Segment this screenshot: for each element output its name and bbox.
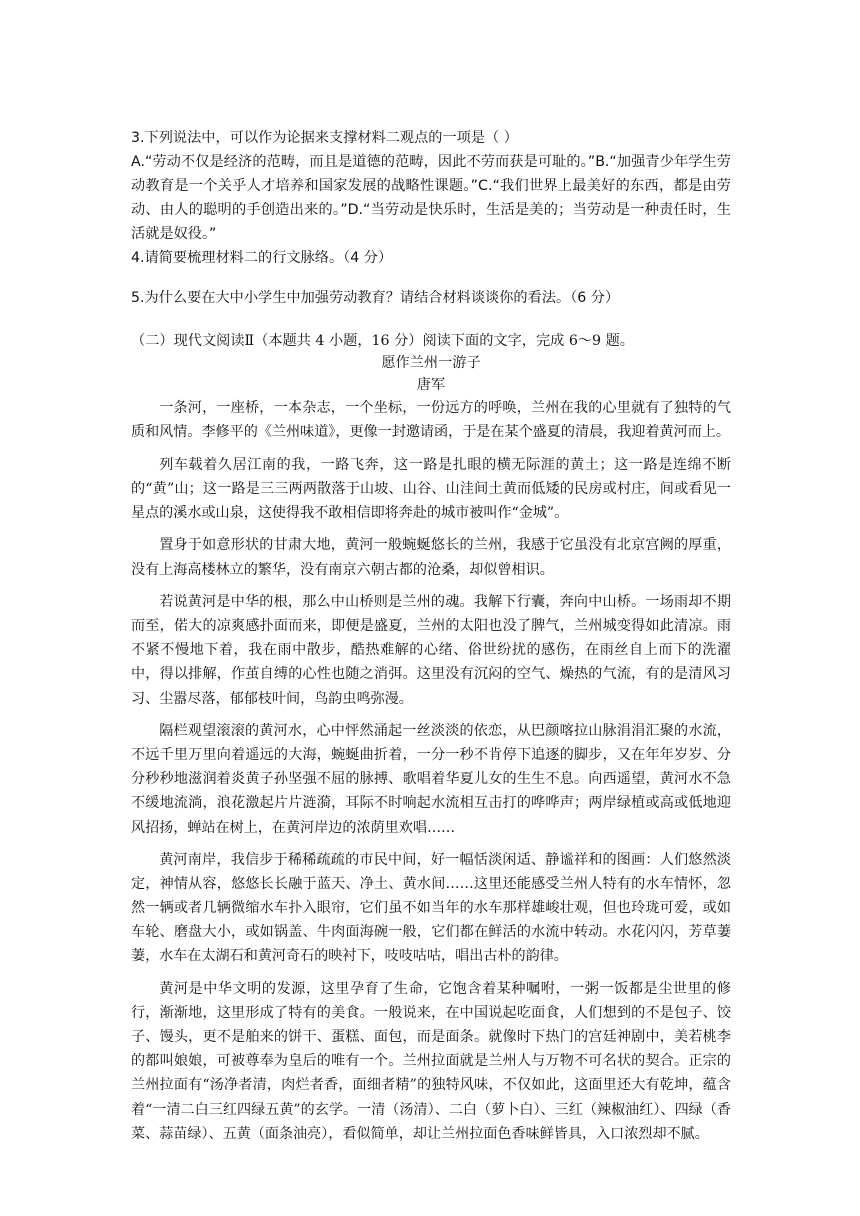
article-paragraph: 隔栏观望滚滚的黄河水，心中怦然涌起一丝淡淡的依恋，从巴颜喀拉山脉涓涓汇聚的水流，不远千里万里向着遥远的大海，蜿蜒曲折着，一分一秒不肯停下追逐的脚步，又在年年岁岁、分分秒秒地滋润着炎黄子孙坚强不屈的脉搏、歌唱着华夏儿女的生生不息。向西遥望，黄河水不急不缓地流淌，浪花激起片片涟漪，耳际不时响起水流相互击打的哗哗声；两岸绿植或高或低地迎风招扬，蝉站在树上，在黄河岸边的浓荫里欢唱…… <box>131 723 731 836</box>
article-paragraph: 置身于如意形状的甘肃大地，黄河一般蜿蜒悠长的兰州，我感于它虽没有北京宫阙的厚重，没有上海高楼林立的繁华，没有南京六朝古都的沧桑，却似曾相识。 <box>131 537 731 578</box>
question-4: 4.请简要梳理材料二的行文脉络。（4 分） <box>131 250 393 266</box>
question-5: 5.为什么要在大中小学生中加强劳动教育？请结合材料谈谈你的看法。（6 分） <box>131 290 620 306</box>
article-paragraph: 黄河是中华文明的发源，这里孕育了生命，它饱含着某种嘱咐，一粥一饭都是尘世里的修行，渐渐地，这里形成了特有的美食。一般说来，在中国说起吃面食，人们想到的不是包子、饺子、馒头，更不是舶来的饼干、蛋糕、面包，而是面条。就像时下热门的宫廷神剧中，美若桃李的都叫娘娘，可被尊奉为皇后的唯有一个。兰州拉面就是兰州人与万物不可名状的契合。正宗的兰州拉面有“汤净者清，肉烂者香，面细者精”的独特风味，不仅如此，这面里还大有乾坤，蕴含着“一清二白三红四绿五黄”的玄学。一清（汤清）、二白（萝卜白）、三红（辣椒油红）、四绿（香菜、蒜苗绿）、五黄（面条油亮），看似简单，却让兰州拉面色香味鲜皆具，入口浓烈却不腻。 <box>131 981 731 1142</box>
question-3-options: A.“劳动不仅是经济的范畴，而且是道德的范畴，因此不劳而获是可耻的。”B.“加强青少年学生劳动教育是一个关乎人才培养和国家发展的战略性课题。”C.“我们世界上最美好的东西，都是由劳动、由人的聪明的手创造出来的。”D.“当劳动是快乐时，生活是美的；当劳动是一种责任时，生活就是奴役。” <box>131 154 731 242</box>
article-paragraph: 列车载着久居江南的我，一路飞奔，这一路是扎眼的横无际涯的黄土；这一路是连绵不断的“黄”山；这一路是三三两两散落于山坡、山谷、山洼间土黄而低矮的民房或村庄，间或看见一星点的溪水或山泉，这使得我不敢相信即将奔赴的城市被叫作“金城”。 <box>131 456 731 521</box>
article-body <box>131 396 731 1154</box>
article-paragraph: 若说黄河是中华的根，那么中山桥则是兰州的魂。我解下行囊，奔向中山桥。一场雨却不期而至，偌大的凉爽感扑面而来，即便是盛夏，兰州的太阳也没了脾气，兰州城变得如此清凉。雨不紧不慢地下着，我在雨中散步，酷热难解的心绪、俗世纷扰的感伤，在雨丝自上而下的洗濯中，得以排解，作茧自缚的心性也随之消弭。这里没有沉闷的空气、燥热的气流，有的是清风习习、尘嚣尽落，郁郁枝叶间，鸟韵虫鸣弥漫。 <box>131 594 731 707</box>
article-title: 愿作兰州一游子 <box>381 355 481 371</box>
article-paragraph: 黄河南岸，我信步于稀稀疏疏的市民中间，好一幅恬淡闲适、静谧祥和的图画：人们悠然淡定，神情从容，悠悠长长融于蓝天、净土、黄水间……这里还能感受兰州人特有的水车情怀，忽然一辆或者几辆微缩水车扑入眼帘，它们虽不如当年的水车那样雄峻壮观，但也玲珑可爱，或如车轮、磨盘大小，或如锅盖、牛肉面海碗一般，它们都在鲜活的水流中转动。水花闪闪，芳草萋萋，水车在太湖石和黄河奇石的映衬下，吱吱咕咕，唱出古朴的韵律。 <box>131 852 731 965</box>
article-author: 唐军 <box>416 377 446 393</box>
section-heading: （二）现代文阅读Ⅱ（本题共 4 小题，16 分）阅读下面的文字，完成 6～9 题。 <box>131 333 634 349</box>
question-3: 3.下列说法中，可以作为论据来支撑材料二观点的一项是（ ） <box>131 130 518 146</box>
article-paragraph: 一条河，一座桥，一本杂志，一个坐标，一份远方的呼唤，兰州在我的心里就有了独特的气质和风情。李修平的《兰州味道》，更像一封邀请函，于是在某个盛夏的清晨，我迎着黄河而上。 <box>131 400 731 441</box>
